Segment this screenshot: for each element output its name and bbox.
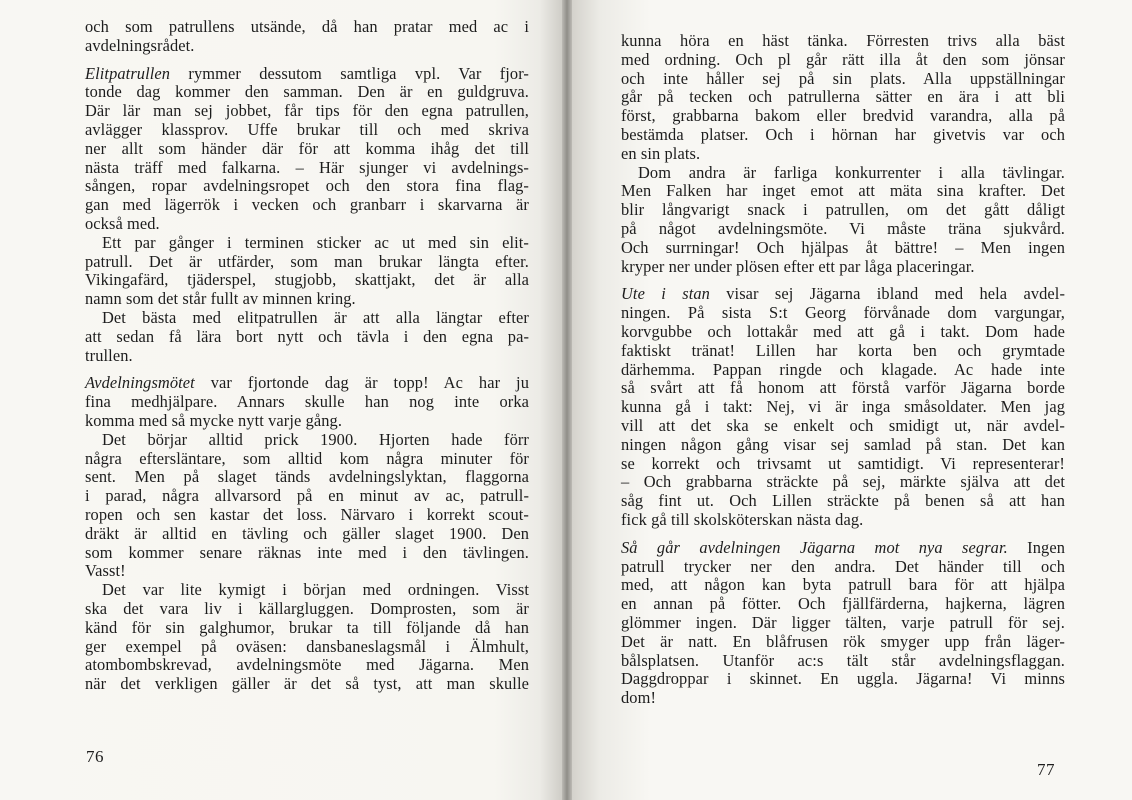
text-line: ropen och sen kastar det loss. Närvaro i korrekt scout- (85, 504, 529, 524)
text-run: visar sej Jägarna ibland med hela avdel- (709, 284, 1066, 304)
text-line: går på tecken och patrullerna sätter en ära i att bli (621, 87, 1065, 107)
text-line: med, att någon kan byta patrull bara för att hjälpa (621, 575, 1065, 595)
section-heading: Elitpatrullen (85, 63, 171, 83)
text-line: namn som det står fullt av minnen kring. (85, 289, 356, 309)
text-line: Men Falken har inget emot att mäta sina krafter. Det (621, 181, 1065, 201)
text-line: faktiskt tränat! Lillen har korta ben och grymtade (621, 340, 1065, 360)
section-heading: Ute i stan (621, 284, 710, 304)
text-line (85, 374, 529, 393)
text-line: vill att det ska se enkelt och smidigt ut, när avdel- (621, 415, 1065, 435)
text-line: med ordning. Och pl går rätt illa åt den som jönsar (621, 49, 1065, 69)
text-line: fick gå till skolsköterskan nästa dag. (621, 509, 864, 529)
text-line (85, 65, 529, 84)
text-line: gan med lägerrök i vecken och granbarr i skarvarna är (85, 195, 529, 215)
text-line: ningen. På sista S:t Georg förvånade dom vargungar, (621, 303, 1065, 323)
left-page-text (85, 18, 529, 694)
text-line: se korrekt och trivsamt ut samtidigt. Vi representerar! (621, 453, 1065, 473)
text-line: – Och grabbarna sträckte på sej, märkte själva att det (621, 472, 1065, 492)
text-line: dom! (621, 688, 656, 708)
book-gutter (562, 0, 572, 800)
text-line: en sin plats. (621, 143, 701, 163)
text-line: avlägger klassprov. Uffe brukar till och med skriva (85, 119, 529, 139)
text-line (621, 539, 1065, 558)
text-line: att sedan få lära bort nytt och tävla i den egna pa- (85, 326, 529, 346)
text-line: en annan på fötter. Och fjällfärderna, hajkerna, lägren (621, 594, 1065, 614)
text-run: Ingen (1007, 537, 1065, 557)
text-line: när det verkligen gäller är det så tyst, att man skulle (85, 674, 529, 694)
text-line: patrull trycker ner den andra. Det händer till och (621, 556, 1065, 576)
text-line: avdelningsrådet. (85, 35, 195, 55)
text-line: därhemma. Pappan ringde och klagade. Ac hade inte (621, 359, 1065, 379)
text-line: Det börjar alltid prick 1900. Hjorten hade förr (102, 429, 529, 449)
text-line: ger exempel på oväsen: dansbaneslagsmål i Älmhult, (85, 636, 529, 656)
text-line: sången, ropar avdelningsropet och den stora fina flag- (85, 176, 529, 196)
text-line: och som patrullens utsände, då han pratar med ac i (85, 17, 529, 36)
text-line: trullen. (85, 345, 133, 365)
page-number: 77 (1037, 760, 1055, 779)
text-line: komma med så mycke nytt varje gång. (85, 410, 343, 430)
text-line: Där lär man sej jobbet, får tips för den egna patrullen, (85, 101, 529, 121)
text-line: och inte håller sej på sin plats. Alla uppställningar (621, 68, 1065, 88)
text-line: kunna höra en häst tänka. Förresten trivs alla bäst (621, 31, 1065, 50)
text-line: ningen någon gång visar sej samlad på stan. Det kan (621, 434, 1065, 454)
text-line: Ett par gånger i terminen sticker ac ut med sin elit- (102, 232, 529, 252)
text-line: så svårt att få honom att förstå varför Jägarna borde (621, 378, 1065, 398)
text-line: tonde dag kommer den samman. Den är en guldgruva. (85, 82, 529, 102)
section-heading: Så går avdelningen Jägarna mot nya segrar. (621, 537, 1008, 557)
text-line: blir långvarigt snack i patrullen, om det gått dåligt (621, 200, 1065, 220)
text-line: först, grabbarna bakom eller bredvid varandra, alla på (621, 106, 1065, 126)
text-line: känd för sin galghumor, brukar ta till följande då han (85, 617, 529, 637)
text-run: var fjortonde dag är topp! Ac har ju (194, 373, 529, 393)
text-line: Daggdroppar i skinnet. En uggla. Jägarna! Vi minns (621, 669, 1065, 689)
right-page (572, 0, 1132, 800)
text-line: nästa träff med falkarna. – Här sjunger vi avdelnings- (85, 157, 529, 177)
text-line: i parad, några allvarsord på en minut av ac, patrull- (85, 486, 529, 506)
text-line: också med. (85, 213, 160, 233)
text-line: kunna gå i takt: Nej, vi är inga småsoldater. Men jag (621, 397, 1065, 417)
text-line (621, 285, 1065, 304)
text-line: som kommer senare räknas inte med i den tävlingen. (85, 542, 529, 562)
text-line: Vasst! (85, 561, 126, 581)
text-line: dräkt är alltid en tävling och gäller slaget 1900. Den (85, 523, 529, 543)
text-line: fina medhjälpare. Annars skulle han nog inte orka (85, 392, 529, 412)
section-heading: Avdelningsmötet (85, 373, 195, 393)
text-line: Det är natt. En blåfrusen rök smyger upp från läger- (621, 631, 1065, 651)
right-page-text (621, 32, 1065, 708)
text-line: bestämda platser. Och i hörnan har givetvis var och (621, 124, 1065, 144)
text-line: några eftersläntare, som alltid kom några minuter för (85, 448, 529, 468)
text-line: Det var lite kymigt i början med ordningen. Visst (102, 580, 529, 600)
text-line: kryper ner under plösen efter ett par låga placeringar. (621, 256, 975, 276)
text-line: korvgubbe och lottakår med att gå i takt. Dom hade (621, 321, 1065, 341)
text-line: sent. Men på slaget tänds avdelningslyktan, flaggorna (85, 467, 529, 487)
left-page (0, 0, 562, 800)
text-line: såg fint ut. Och Lillen sträckte på benen så att han (621, 491, 1065, 511)
text-line: Dom andra är farliga konkurrenter i alla tävlingar. (638, 162, 1065, 182)
text-line: patrull. Det är utfärder, som man brukar längta efter. (85, 251, 529, 271)
text-line: ska det vara liv i källargluggen. Domprosten, som är (85, 598, 529, 618)
text-line: atombombskrevad, avdelningsmöte med Jägarna. Men (85, 655, 529, 675)
page-number: 76 (86, 747, 104, 766)
text-line: glömmer ingen. Där ligger tälten, varje patrull för sej. (621, 612, 1065, 632)
text-line: bålsplatsen. Utanför ac:s tält står avdelningsflaggan. (621, 650, 1065, 670)
text-line: Det bästa med elitpatrullen är att alla längtar efter (102, 307, 529, 327)
text-line: Vikingafärd, tjäderspel, stugjobb, skattjakt, det är alla (85, 270, 529, 290)
text-line: Och surrningar! Och hjälpas åt bättre! – Men ingen (621, 237, 1065, 257)
text-line: ner allt som händer där för att komma ihåg det till (85, 138, 529, 158)
text-run: rymmer dessutom samtliga vpl. Var fjor- (170, 63, 529, 83)
text-line: på något avdelningsmöte. Vi måste träna sjukvård. (621, 218, 1065, 238)
